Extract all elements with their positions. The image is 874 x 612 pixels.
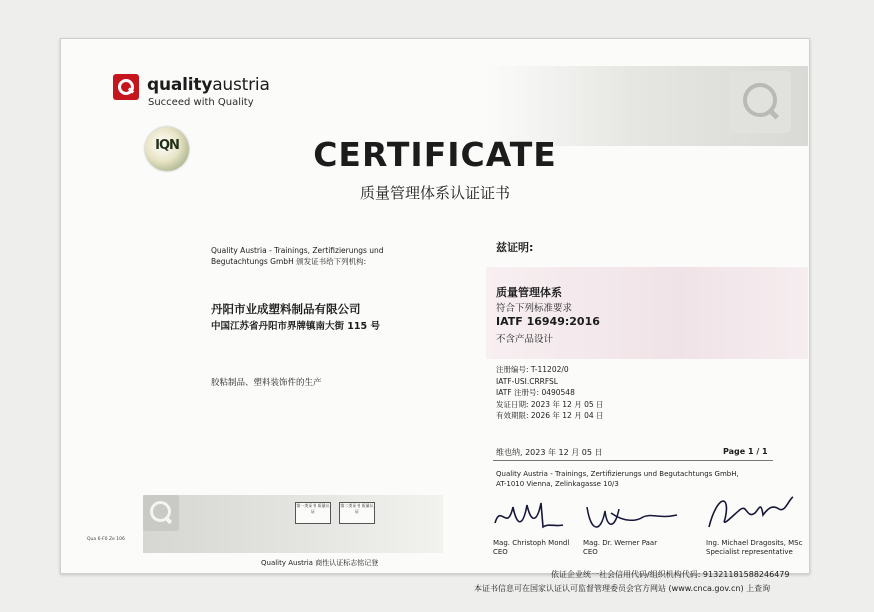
valid-until: 有效期限: 2026 年 12 月 04 日 bbox=[496, 411, 604, 420]
page-number: Page 1 / 1 bbox=[723, 447, 768, 456]
q-watermark-logo bbox=[729, 71, 791, 133]
certificate-sheet bbox=[60, 38, 810, 574]
record-note: Quality Austria 商性认证标志铭记登 bbox=[261, 559, 379, 567]
company-name: 丹阳市业成塑料制品有限公司 bbox=[211, 302, 361, 316]
signer-paar: Mag. Dr. Werner Paar CEO bbox=[583, 539, 658, 556]
signature-paar bbox=[581, 493, 681, 535]
registration-details bbox=[496, 364, 604, 422]
iatf-code: IATF-USI.CRRFSL bbox=[496, 376, 558, 386]
system-name: 质量管理体系 bbox=[496, 286, 562, 299]
system-conformity: 符合下列标准要求 bbox=[496, 303, 573, 314]
signature-mondl bbox=[491, 493, 571, 535]
issue-date: 发证日期: 2023 年 12 月 05 日 bbox=[496, 399, 604, 409]
issuer-statement: Quality Austria - Trainings, Zertifizierungs und Begutachtungs GmbH 颁发证书给下列机构: bbox=[211, 246, 384, 266]
credit-code-line: 依证企业统一社会信用代码/组织机构代码: 91321181588246479 bbox=[551, 570, 790, 579]
standard-name: IATF 16949:2016 bbox=[496, 315, 600, 328]
certifies-label: 兹证明: bbox=[496, 241, 534, 254]
accreditation-mark-2: 第二类证书 质量认证 bbox=[339, 502, 375, 524]
divider bbox=[493, 460, 773, 461]
iqnet-globe-logo: IQN bbox=[145, 127, 189, 171]
certificate-title: CERTIFICATE bbox=[313, 135, 557, 174]
company-address: 中国江苏省丹阳市界牌镇南大街 115 号 bbox=[211, 321, 380, 332]
form-code: Qua 6-F0 Ze 106 bbox=[87, 537, 125, 542]
verification-line: 本证书信息可在国家认证认可监督管理委员会官方网站 (www.cnca.gov.cn) 上查询 bbox=[474, 584, 771, 593]
certificate-subtitle: 质量管理体系认证证书 bbox=[359, 184, 510, 202]
brand-name: qualityaustria bbox=[147, 75, 270, 95]
registration-number: 注册编号: T-11202/0 bbox=[496, 365, 569, 374]
bottom-decorative-band bbox=[143, 495, 443, 553]
iatf-number: IATF 注册号: 0490548 bbox=[496, 388, 575, 397]
signer-mondl: Mag. Christoph Mondl CEO bbox=[493, 539, 570, 556]
organization-address: Quality Austria - Trainings, Zertifizierungs und Begutachtungs GmbH, AT-1010 Vienna, Zelinkagasse 10/3 bbox=[496, 470, 739, 488]
signature-dragosits bbox=[701, 489, 797, 535]
certification-scope: 胶粘制品、塑料装饰件的生产 bbox=[211, 378, 322, 388]
quality-austria-logo-icon bbox=[113, 74, 139, 100]
q-bottom-logo bbox=[143, 495, 179, 531]
standard-exclusion: 不含产品设计 bbox=[496, 334, 554, 345]
accreditation-mark-1: 第一类证书 质量认证 bbox=[295, 502, 331, 524]
place-and-date: 维也纳, 2023 年 12 月 05 日 bbox=[496, 448, 603, 457]
brand-tagline: Succeed with Quality bbox=[148, 97, 254, 108]
signer-dragosits: Ing. Michael Dragosits, MSc Specialist representative bbox=[706, 539, 803, 556]
